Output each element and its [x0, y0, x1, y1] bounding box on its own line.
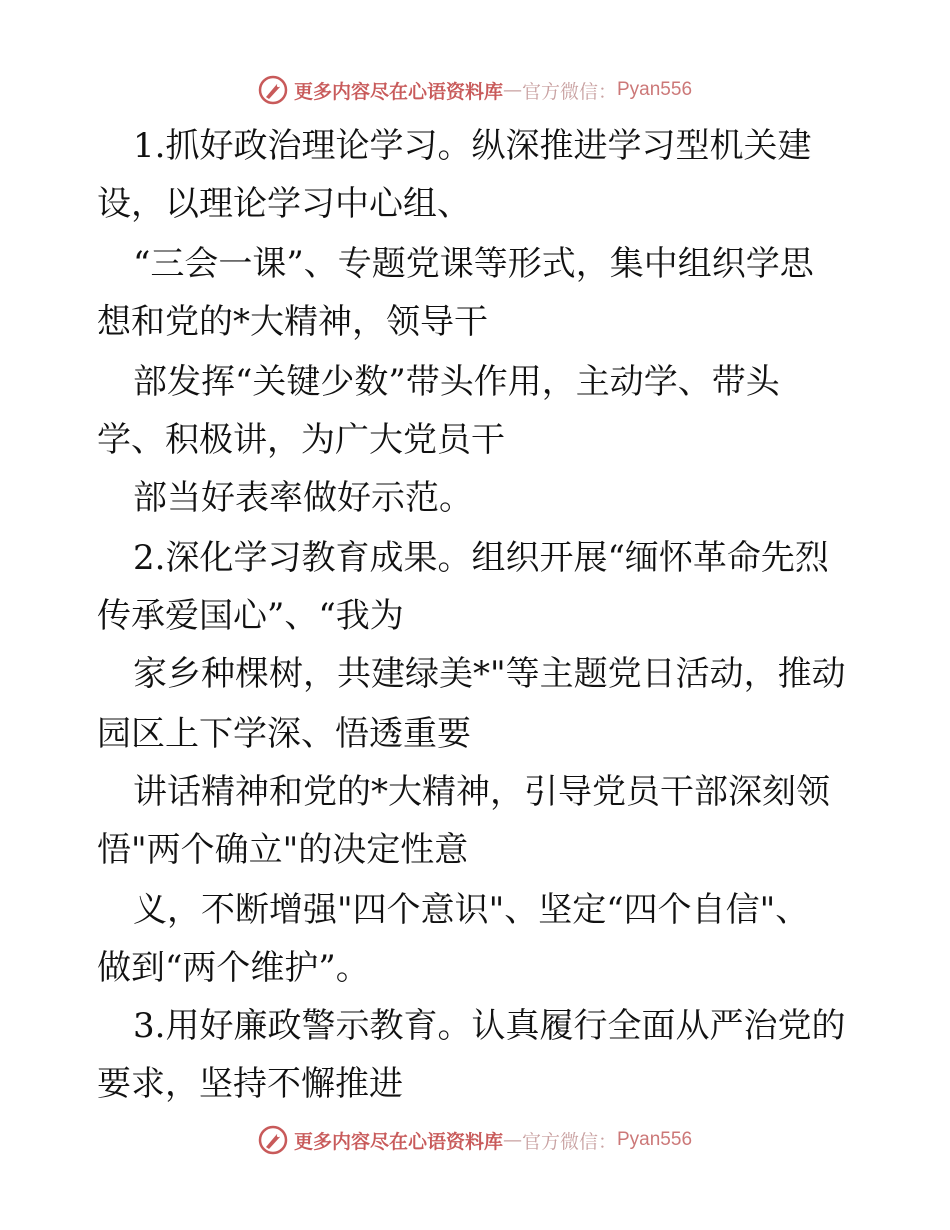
header-dash: — — [502, 79, 522, 101]
fountain-pen-logo-icon — [258, 1125, 288, 1155]
text-line: 1.抓好政治理论学习。纵深推进学习型机关建 — [133, 126, 812, 166]
text-line: 悟"两个确立"的决定性意 — [97, 830, 469, 870]
text-line: 做到“两个维护”。 — [97, 948, 370, 988]
header-wechat-id: Pyan556 — [617, 79, 693, 100]
footer-banner — [0, 1122, 950, 1158]
text-line: 要求，坚持不懈推进 — [97, 1064, 403, 1104]
text-line: 园区上下学深、悟透重要 — [97, 714, 471, 754]
text-line: 2.深化学习教育成果。组织开展“缅怀革命先烈 — [133, 538, 829, 578]
fountain-pen-logo-icon — [258, 75, 288, 105]
header-wechat-label: 官方微信： — [521, 80, 617, 103]
header-site-text: 更多内容尽在心语资料库 — [293, 80, 503, 103]
text-line: 传承爱国心”、“我为 — [97, 596, 404, 636]
text-line: 部当好表率做好示范。 — [133, 478, 473, 518]
footer-wechat-id: Pyan556 — [617, 1129, 693, 1150]
footer-wechat-label: 官方微信： — [521, 1130, 617, 1153]
text-line: 设，以理论学习中心组、 — [97, 184, 471, 224]
text-line: 学、积极讲，为广大党员干 — [97, 420, 505, 460]
text-line: 讲话精神和党的*大精神，引导党员干部深刻领 — [133, 772, 830, 812]
text-line: 想和党的*大精神，领导干 — [97, 302, 488, 342]
footer-site-text: 更多内容尽在心语资料库 — [293, 1130, 503, 1153]
header-banner — [0, 72, 950, 108]
footer-dash: — — [502, 1129, 522, 1151]
text-line: “三会一课”、专题党课等形式，集中组织学思 — [133, 244, 814, 284]
text-line: 3.用好廉政警示教育。认真履行全面从严治党的 — [133, 1006, 846, 1046]
text-line: 部发挥“关键少数”带头作用，主动学、带头 — [133, 362, 780, 402]
text-line: 家乡种棵树，共建绿美*"等主题党日活动，推动 — [133, 654, 846, 694]
text-line: 义，不断增强"四个意识"、坚定“四个自信"、 — [133, 890, 810, 930]
